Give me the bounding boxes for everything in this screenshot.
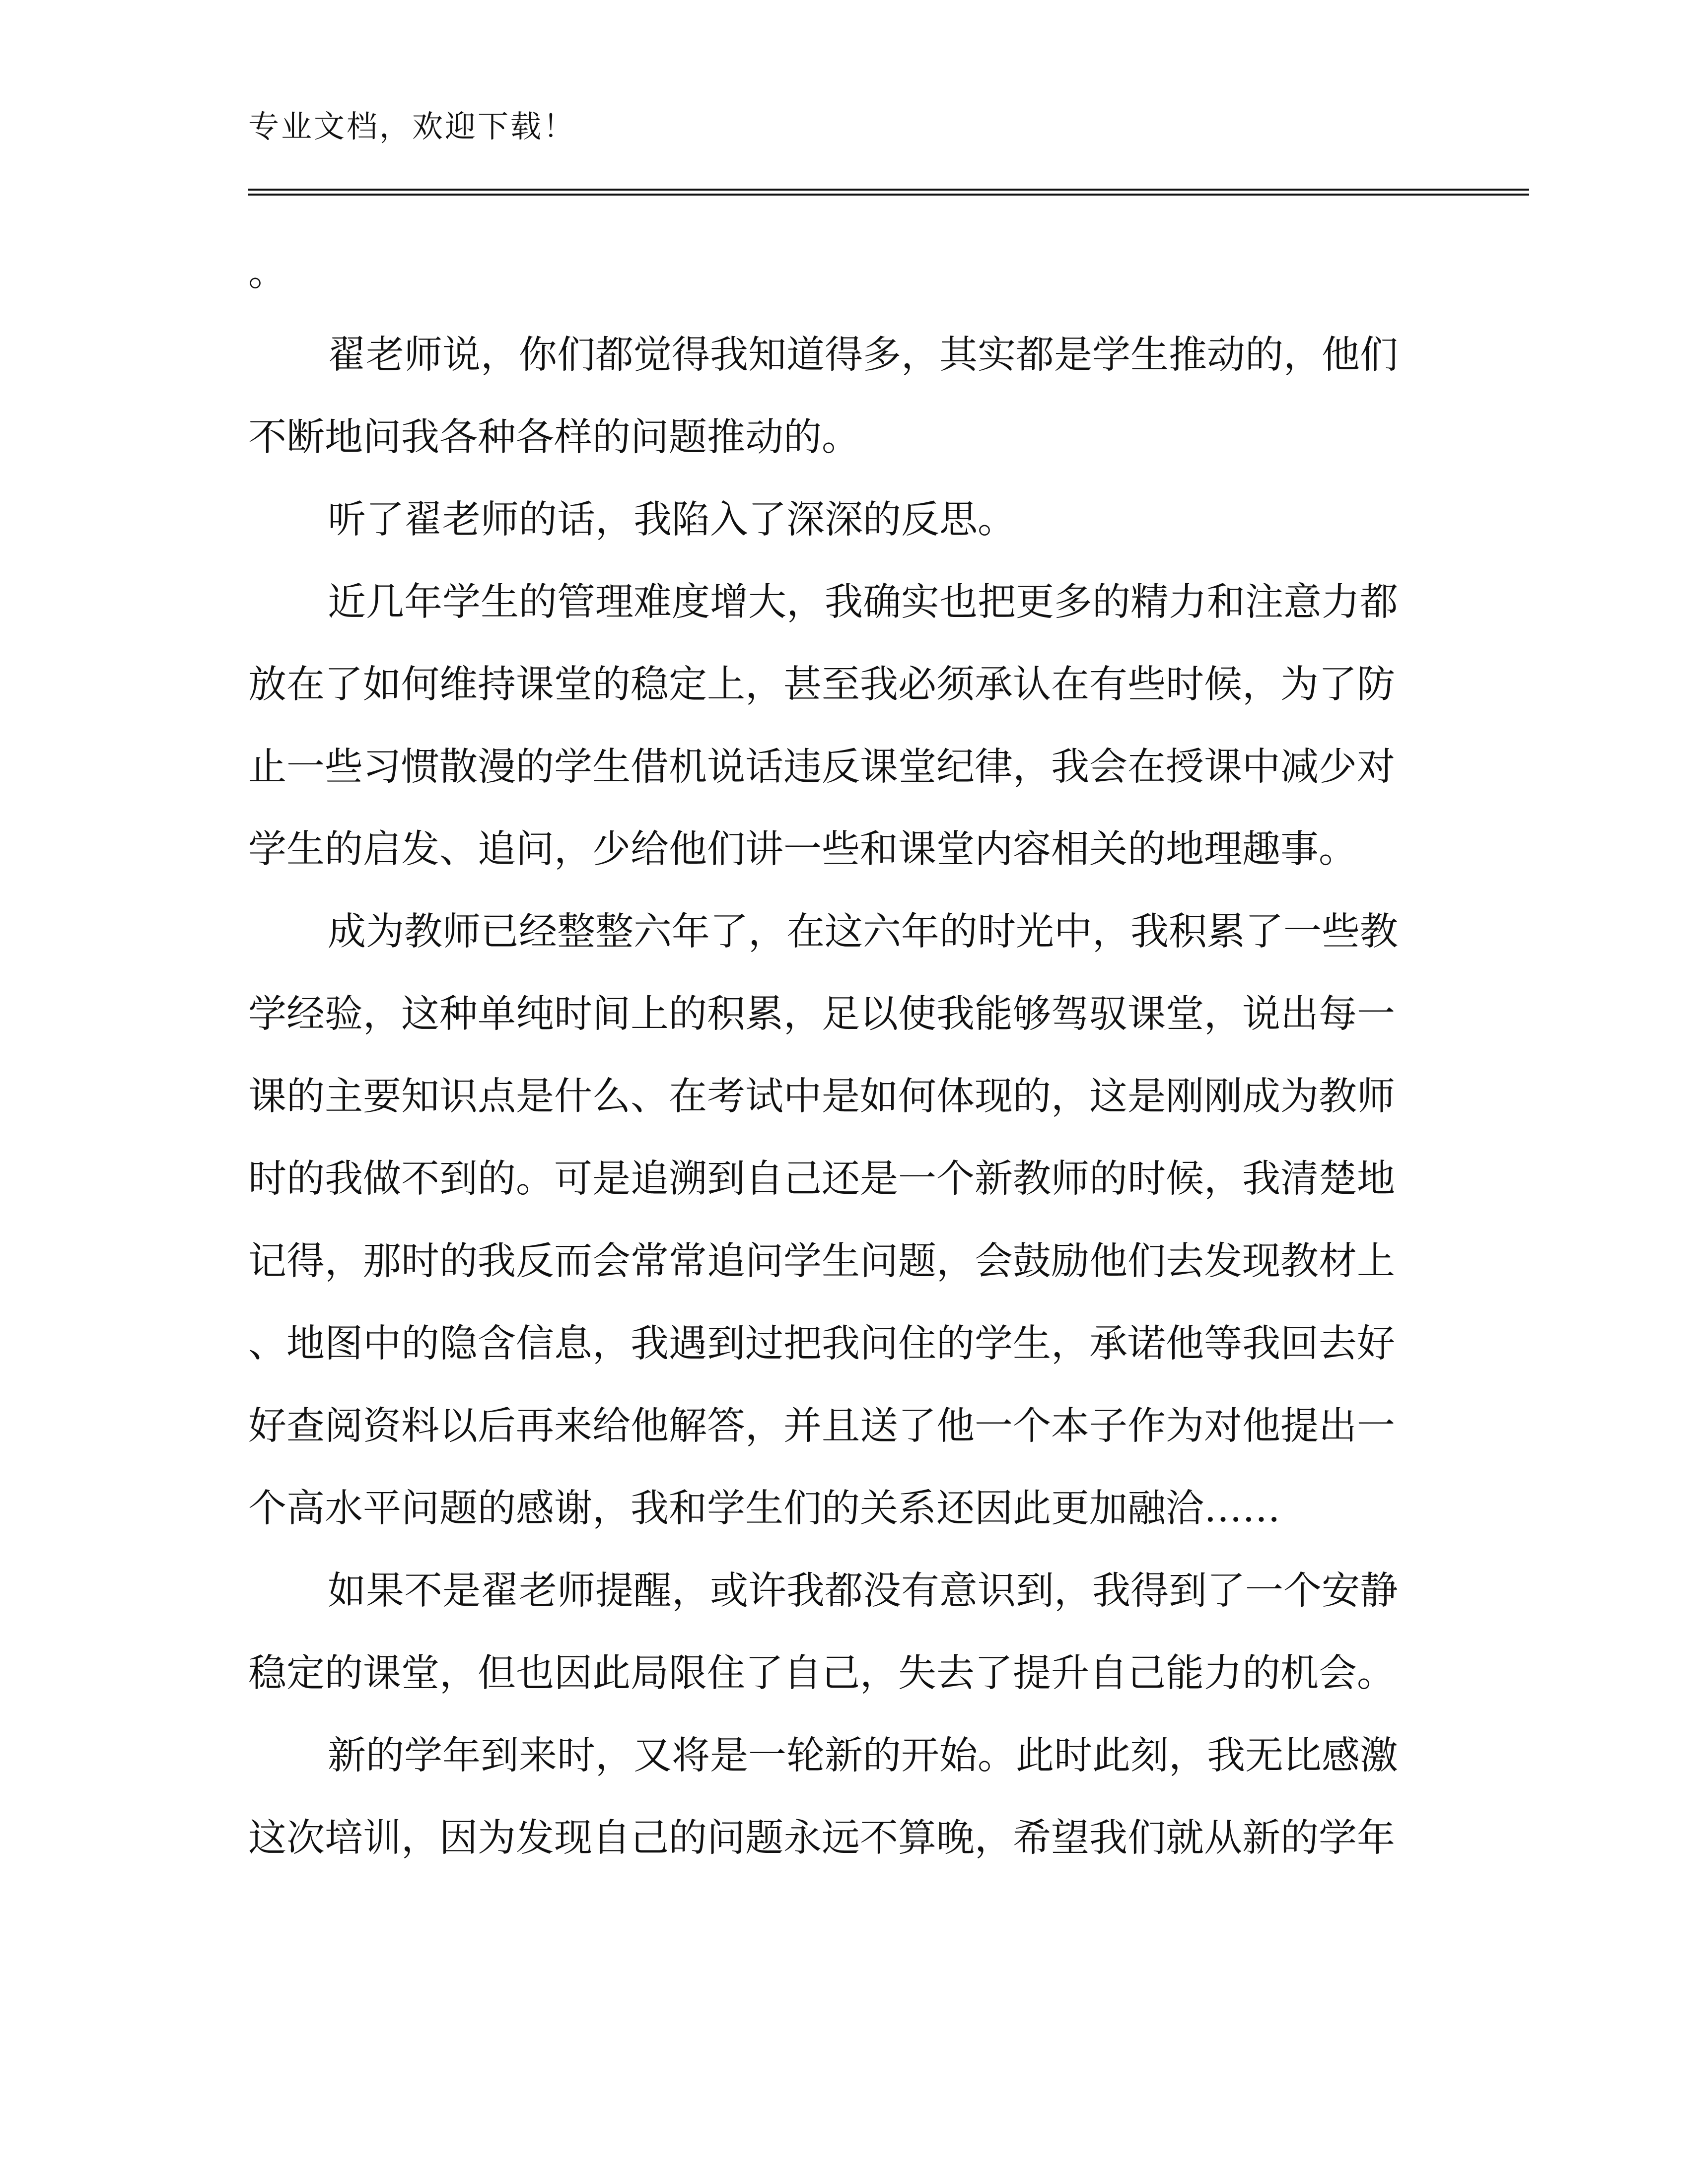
text-line: 止一些习惯散漫的学生借机说话违反课堂纪律，我会在授课中减少对	[248, 745, 1395, 789]
text-line: 这次培训，因为发现自己的问题永远不算晚，希望我们就从新的学年	[248, 1816, 1395, 1860]
paragraph-first-line: 听了翟老师的话，我陷入了深深的反思。	[328, 498, 1016, 542]
paragraph-first-line: 如果不是翟老师提醒，或许我都没有意识到，我得到了一个安静	[328, 1569, 1398, 1613]
text-line: 学经验，这种单纯时间上的积累，足以使我能够驾驭课堂，说出每一	[248, 992, 1395, 1036]
text-line: 时的我做不到的。可是追溯到自己还是一个新教师的时候，我清楚地	[248, 1157, 1395, 1201]
paragraph-first-line: 成为教师已经整整六年了，在这六年的时光中，我积累了一些教	[328, 910, 1398, 954]
paragraph-first-line: 新的学年到来时，又将是一轮新的开始。此时此刻，我无比感激	[328, 1734, 1398, 1778]
paragraph-first-line: 翟老师说，你们都觉得我知道得多，其实都是学生推动的，他们	[328, 333, 1398, 377]
text-line: 记得，那时的我反而会常常追问学生问题，会鼓励他们去发现教材上	[248, 1239, 1395, 1284]
text-line: 、地图中的隐含信息，我遇到过把我问住的学生，承诺他等我回去好	[248, 1322, 1395, 1366]
header-rule-bottom	[248, 194, 1529, 196]
text-line: 课的主要知识点是什么、在考试中是如何体现的，这是刚刚成为教师	[248, 1075, 1395, 1119]
text-line: 放在了如何维持课堂的稳定上，甚至我必须承认在有些时候，为了防	[248, 663, 1395, 707]
page-header: 专业文档，欢迎下载！	[248, 108, 576, 144]
text-line: 稳定的课堂，但也因此局限住了自己，失去了提升自己能力的机会。	[248, 1651, 1395, 1696]
text-line: 不断地问我各种各样的问题推动的。	[248, 415, 860, 460]
text-line: 个高水平问题的感谢，我和学生们的关系还因此更加融洽……	[248, 1487, 1280, 1531]
text-line: 。	[248, 251, 286, 295]
text-line: 好查阅资料以后再来给他解答，并且送了他一个本子作为对他提出一	[248, 1404, 1395, 1448]
text-line: 学生的启发、追问，少给他们讲一些和课堂内容相关的地理趣事。	[248, 827, 1357, 872]
paragraph-first-line: 近几年学生的管理难度增大，我确实也把更多的精力和注意力都	[328, 580, 1398, 624]
header-rule-top	[248, 189, 1529, 191]
